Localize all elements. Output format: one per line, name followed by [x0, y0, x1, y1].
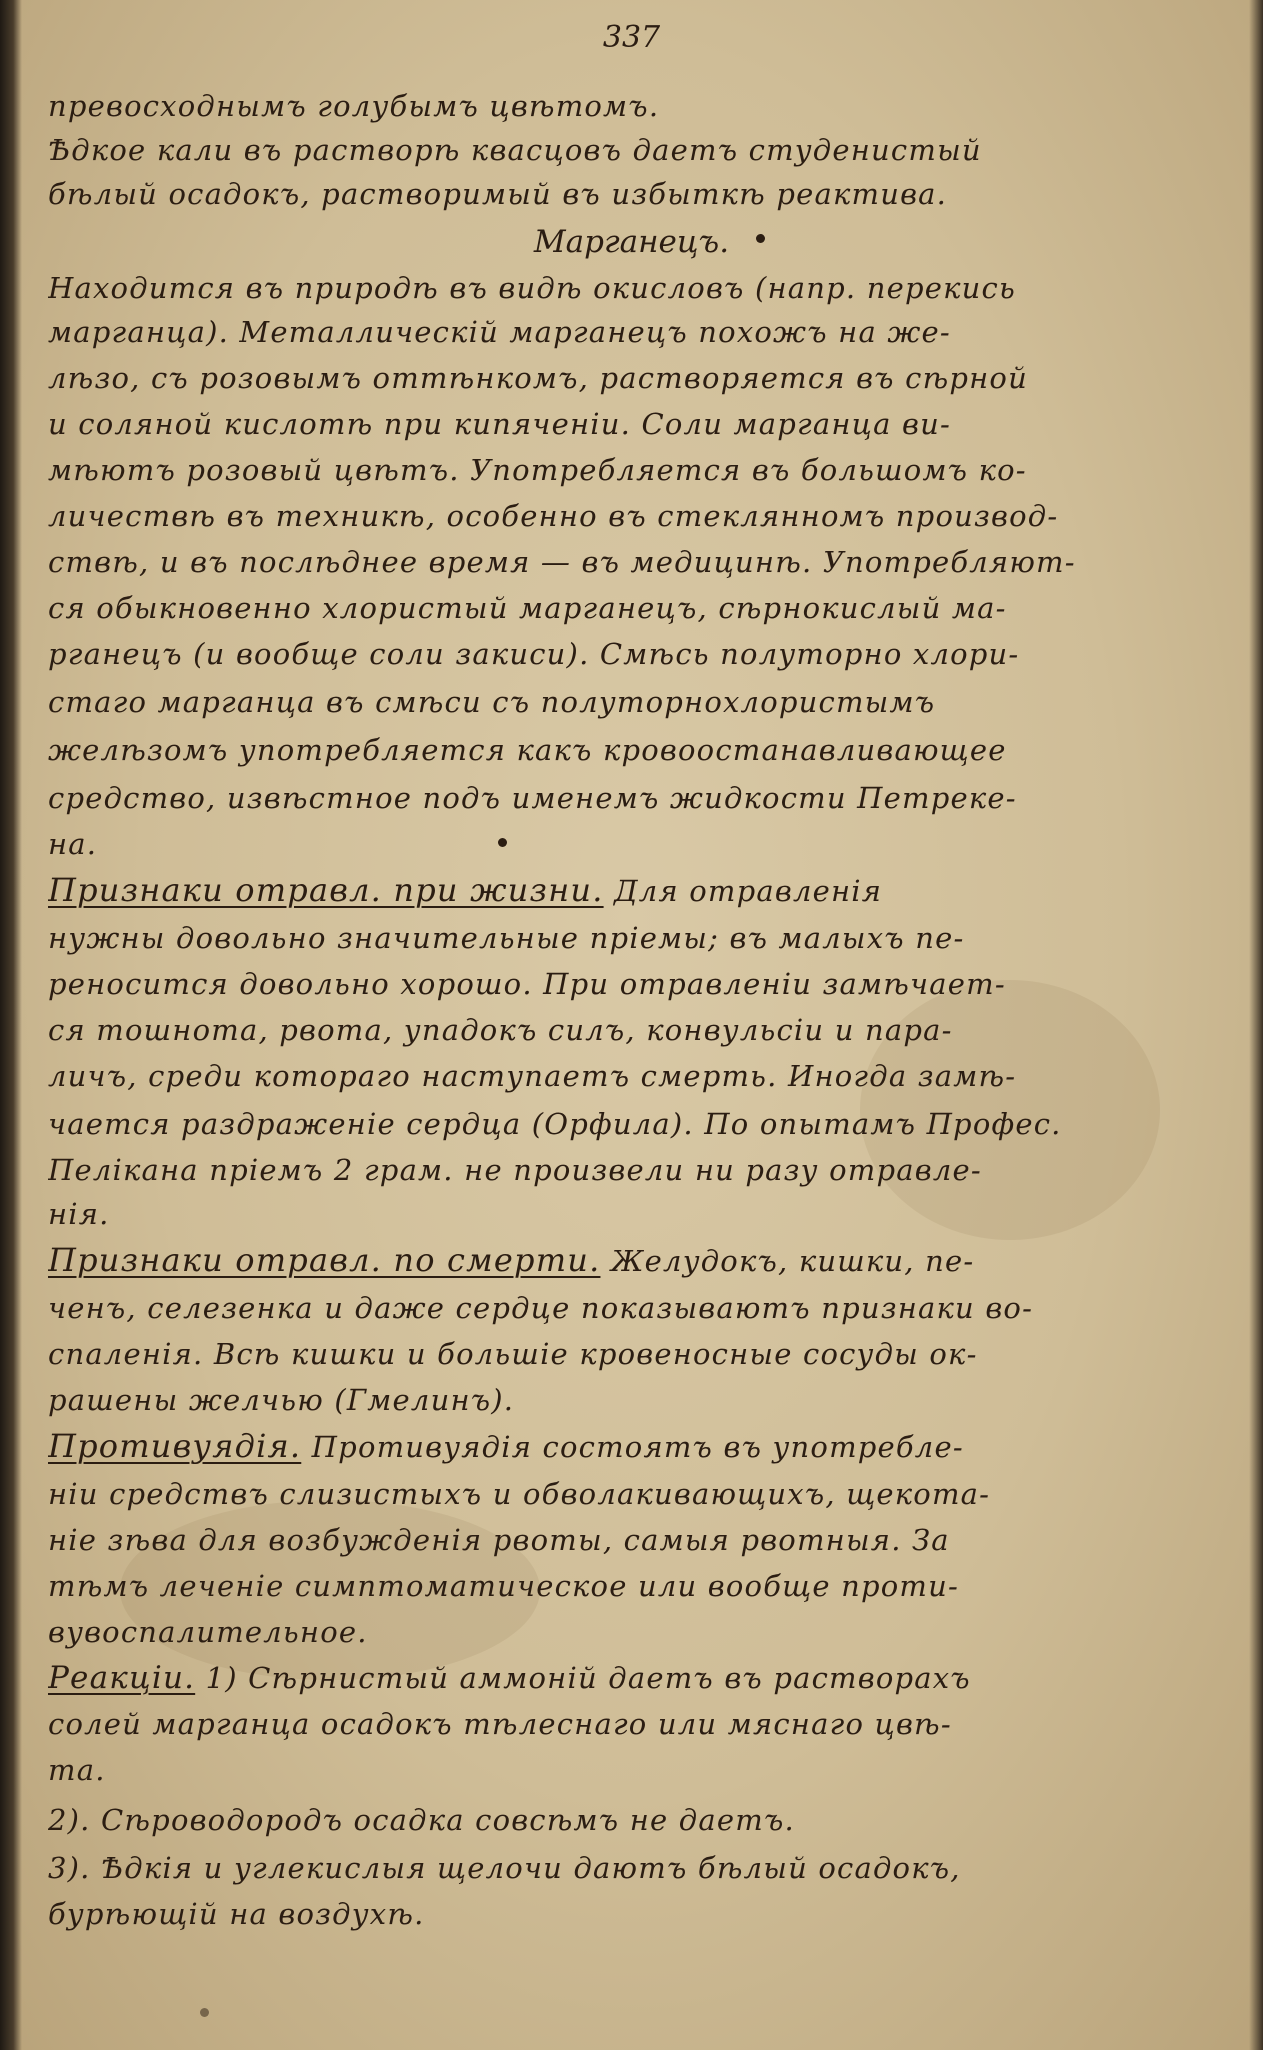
handwritten-line: чается раздраженіе сердца (Орфила). По опытамъ Профес. [48, 1107, 1062, 1141]
handwritten-line: рашены желчью (Гмелинъ). [48, 1383, 515, 1417]
handwritten-line: вувоспалительное. [48, 1615, 368, 1649]
symptoms-after-death-text: Желудокъ, кишки, пе- [600, 1244, 975, 1278]
antidotes-text: Противуядія состоятъ въ употребле- [301, 1430, 964, 1464]
handwritten-line: та. [48, 1753, 106, 1787]
right-edge-shadow [1249, 0, 1263, 2050]
handwritten-line: ніе зѣва для возбужденія рвоты, самыя рвотныя. За [48, 1523, 950, 1557]
handwritten-line: солей марганца осадокъ тѣлеснаго или мяснаго цвѣ- [48, 1707, 952, 1741]
handwritten-line: Пелікана пріемъ 2 грам. не произвели ни разу отравле- [48, 1153, 982, 1187]
handwritten-line: желѣзомъ употребляется какъ кровоостанавливающее [48, 733, 1007, 767]
reactions-line [48, 1660, 1168, 1696]
handwritten-line: ніи средствъ слизистыхъ и обволакивающихъ, щекота- [48, 1477, 991, 1511]
handwritten-line: марганца). Металлическій марганецъ похожъ на же- [48, 315, 951, 349]
handwritten-line: 2). Сѣроводородъ осадка совсѣмъ не даетъ. [48, 1803, 795, 1837]
antidotes-line [48, 1428, 1168, 1465]
reactions-label: Реакціи. [48, 1660, 196, 1696]
symptoms-in-life-line [48, 872, 1168, 909]
page-number: 337 [602, 20, 661, 55]
handwritten-line: на. [48, 827, 98, 861]
handwritten-line: нія. [48, 1197, 110, 1231]
handwritten-line: реносится довольно хорошо. При отравленіи замѣчает- [48, 967, 1006, 1001]
handwritten-line: личествѣ въ техникѣ, особенно въ стеклянномъ производ- [48, 499, 1059, 533]
ink-dot [498, 838, 507, 847]
handwritten-line: ся тошнота, рвота, упадокъ силъ, конвульсіи и пара- [48, 1013, 953, 1047]
handwritten-line: мѣютъ розовый цвѣтъ. Употребляется въ большомъ ко- [48, 453, 1027, 487]
handwritten-line: бурѣющій на воздухѣ. [48, 1897, 425, 1931]
handwritten-line: спаленія. Всѣ кишки и большіе кровеносные сосуды ок- [48, 1337, 978, 1371]
symptoms-in-life-label: Признаки отравл. при жизни. [48, 872, 604, 909]
handwritten-line: 3). Ѣдкія и углекислыя щелочи даютъ бѣлый осадокъ, [48, 1851, 961, 1885]
handwritten-line: ся обыкновенно хлористый марганецъ, сѣрнокислый ма- [48, 591, 1007, 625]
handwritten-line: тѣмъ леченіе симптоматическое или вообще проти- [48, 1569, 959, 1603]
handwritten-line: бѣлый осадокъ, растворимый въ избыткѣ реактива. [48, 177, 948, 211]
antidotes-label: Противуядія. [48, 1428, 302, 1465]
handwritten-line: и соляной кислотѣ при кипяченіи. Соли марганца ви- [48, 407, 951, 441]
symptoms-after-death-label: Признаки отравл. по смерти. [48, 1242, 601, 1279]
reactions-text: 1) Сѣрнистый аммоній даетъ въ растворахъ [195, 1661, 971, 1695]
section-heading: Марганецъ. [533, 224, 730, 260]
handwritten-line: нужны довольно значительные пріемы; въ малыхъ пе- [48, 921, 965, 955]
handwritten-line: ченъ, селезенка и даже сердце показываютъ признаки во- [48, 1291, 1034, 1325]
handwritten-line: Находится въ природѣ въ видѣ окисловъ (напр. перекись [48, 271, 1016, 305]
handwritten-line: превосходнымъ голубымъ цвѣтомъ. [48, 89, 660, 123]
left-binding-shadow [0, 0, 22, 2050]
handwritten-line: ствѣ, и въ послѣднее время — въ медицинѣ. Употребляют- [48, 545, 1076, 579]
symptoms-in-life-text: Для отравленія [603, 874, 883, 908]
handwritten-line: Ѣдкое кали въ растворѣ квасцовъ даетъ студенистый [48, 133, 982, 167]
ink-dot [200, 2008, 209, 2017]
handwritten-line: личъ, среди котораго наступаетъ смерть. Иногда замѣ- [48, 1059, 1017, 1093]
handwritten-line: рганецъ (и вообще соли закиси). Смѣсь полуторно хлори- [48, 637, 1020, 671]
ink-dot [756, 234, 765, 243]
handwritten-line: средство, извѣстное подъ именемъ жидкости Петреке- [48, 781, 1017, 815]
symptoms-after-death-line [48, 1242, 1168, 1279]
handwritten-line: стаго марганца въ смѣси съ полуторнохлористымъ [48, 685, 936, 719]
handwritten-line: лѣзо, съ розовымъ оттѣнкомъ, растворяется въ сѣрной [48, 361, 1028, 395]
